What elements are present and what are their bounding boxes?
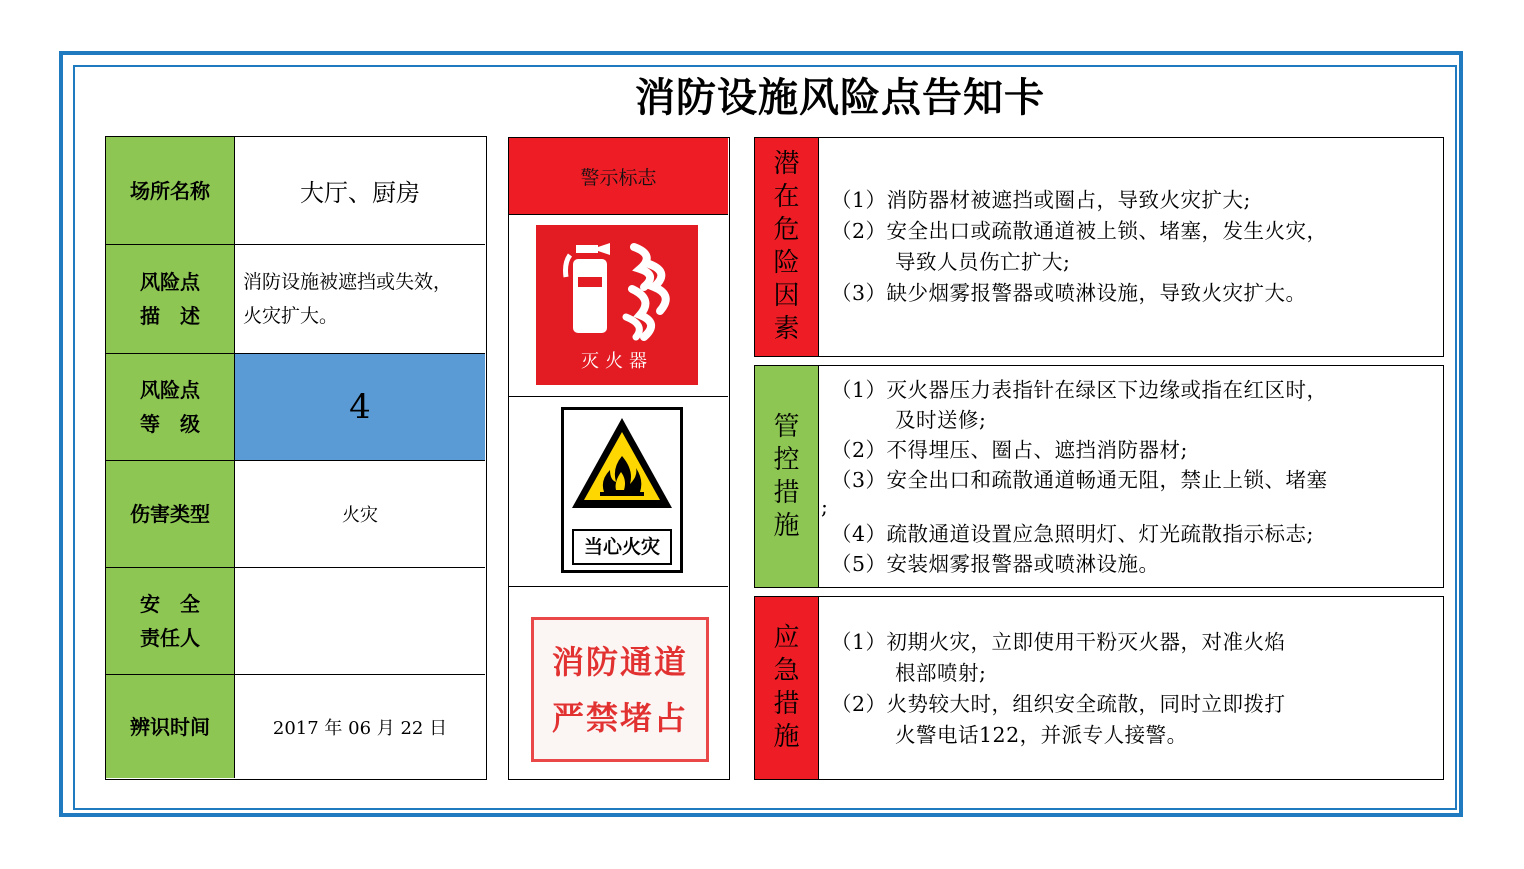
hazard-line: （1）消防器材被遮挡或圈占，导致火灾扩大; (831, 188, 1251, 212)
emergency-tag-char: 急 (773, 656, 800, 686)
fire-extinguisher-sign (536, 225, 698, 385)
hazards-panel (754, 137, 1444, 357)
fire-warning-cell (509, 397, 728, 587)
place-value: 大厅、厨房 (300, 179, 420, 207)
emergency-tag-char: 应 (773, 623, 800, 653)
emergency-text (831, 597, 1429, 779)
control-line: （3）安全出口和疏散通道畅通无阻，禁止上锁、堵塞 (831, 467, 1328, 492)
hazards-tag-char: 危 (773, 215, 800, 245)
controls-tag-char: 措 (773, 477, 800, 508)
date-value: 2017 年 06 月 22 日 (272, 717, 448, 739)
description-line-2: 火灾扩大。 (243, 305, 339, 327)
hazards-text (831, 138, 1429, 356)
place-label: 场所名称 (106, 137, 235, 244)
control-line: （4）疏散通道设置应急照明灯、灯光疏散指示标志; (831, 521, 1314, 546)
harm-label: 伤害类型 (106, 461, 235, 567)
hazard-line: （3）缺少烟雾报警器或喷淋设施，导致火灾扩大。 (831, 281, 1307, 305)
owner-label: 安 全 责任人 (106, 568, 235, 674)
control-line: 及时送修; (895, 407, 987, 432)
emergency-line: （2）火势较大时，组织安全疏散，同时立即拨打 (831, 692, 1286, 716)
row-harm (106, 460, 485, 567)
row-level (106, 353, 485, 460)
hazards-tag-char: 因 (773, 281, 800, 311)
hazards-tag-char: 险 (773, 248, 800, 278)
passage-cell (509, 587, 728, 778)
controls-tag-char: 管 (773, 411, 800, 442)
control-line: （1）灭火器压力表指针在绿区下边缘或指在红区时， (831, 377, 1328, 402)
emergency-tag (755, 597, 819, 779)
extinguisher-caption: 灭火器 (581, 351, 653, 372)
level-value: 4 (235, 354, 485, 460)
controls-panel (754, 365, 1444, 588)
card-title: 消防设施风险点告知卡 (635, 75, 1045, 121)
signs-header: 警示标志 (509, 138, 728, 215)
emergency-tag-char: 措 (773, 689, 800, 719)
description-line-1: 消防设施被遮挡或失效， (243, 271, 453, 293)
hazard-line: （2）安全出口或疏散通道被上锁、堵塞，发生火灾， (831, 219, 1328, 243)
emergency-line: （1）初期火灾，立即使用干粉灭火器，对准火焰 (831, 630, 1286, 654)
row-description (106, 244, 485, 353)
hazards-tag-char: 在 (773, 182, 800, 212)
fire-caption: 当心火灾 (572, 529, 672, 565)
harm-value: 火灾 (342, 505, 378, 526)
description-value (235, 245, 485, 353)
controls-tag-char: 施 (773, 510, 800, 541)
control-line: （2）不得埋压、圈占、遮挡消防器材; (831, 437, 1188, 462)
emergency-line: 根部喷射; (895, 661, 987, 685)
level-label: 风险点 等 级 (106, 354, 235, 460)
warning-signs (508, 137, 730, 780)
passage-line-1: 消防通道 (551, 642, 688, 681)
hazards-tag (755, 138, 819, 356)
controls-text (821, 366, 1429, 587)
emergency-panel (754, 596, 1444, 780)
date-label: 辨识时间 (106, 675, 235, 778)
hazard-line: 导致人员伤亡扩大; (895, 250, 1071, 274)
controls-tag (755, 366, 819, 587)
fire-warning-triangle-icon (564, 410, 680, 526)
controls-tag-char: 控 (773, 444, 800, 475)
info-table (105, 136, 487, 780)
hazards-tag-char: 素 (773, 314, 800, 344)
control-line: （5）安装烟雾报警器或喷淋设施。 (831, 551, 1160, 576)
hazards-tag-char: 潜 (773, 149, 800, 179)
passage-line-2: 严禁堵占 (551, 698, 688, 737)
row-owner (106, 567, 485, 674)
extinguisher-cell (509, 215, 728, 397)
emergency-line: 火警电话122，并派专人接警。 (895, 723, 1188, 747)
description-label: 风险点 描 述 (106, 245, 235, 353)
emergency-tag-char: 施 (773, 722, 800, 752)
owner-value (235, 568, 485, 674)
caution-fire-sign (561, 407, 683, 573)
fire-passage-sign (531, 617, 709, 762)
row-date (106, 674, 485, 778)
control-line: ; (821, 494, 829, 519)
row-place (106, 137, 485, 244)
